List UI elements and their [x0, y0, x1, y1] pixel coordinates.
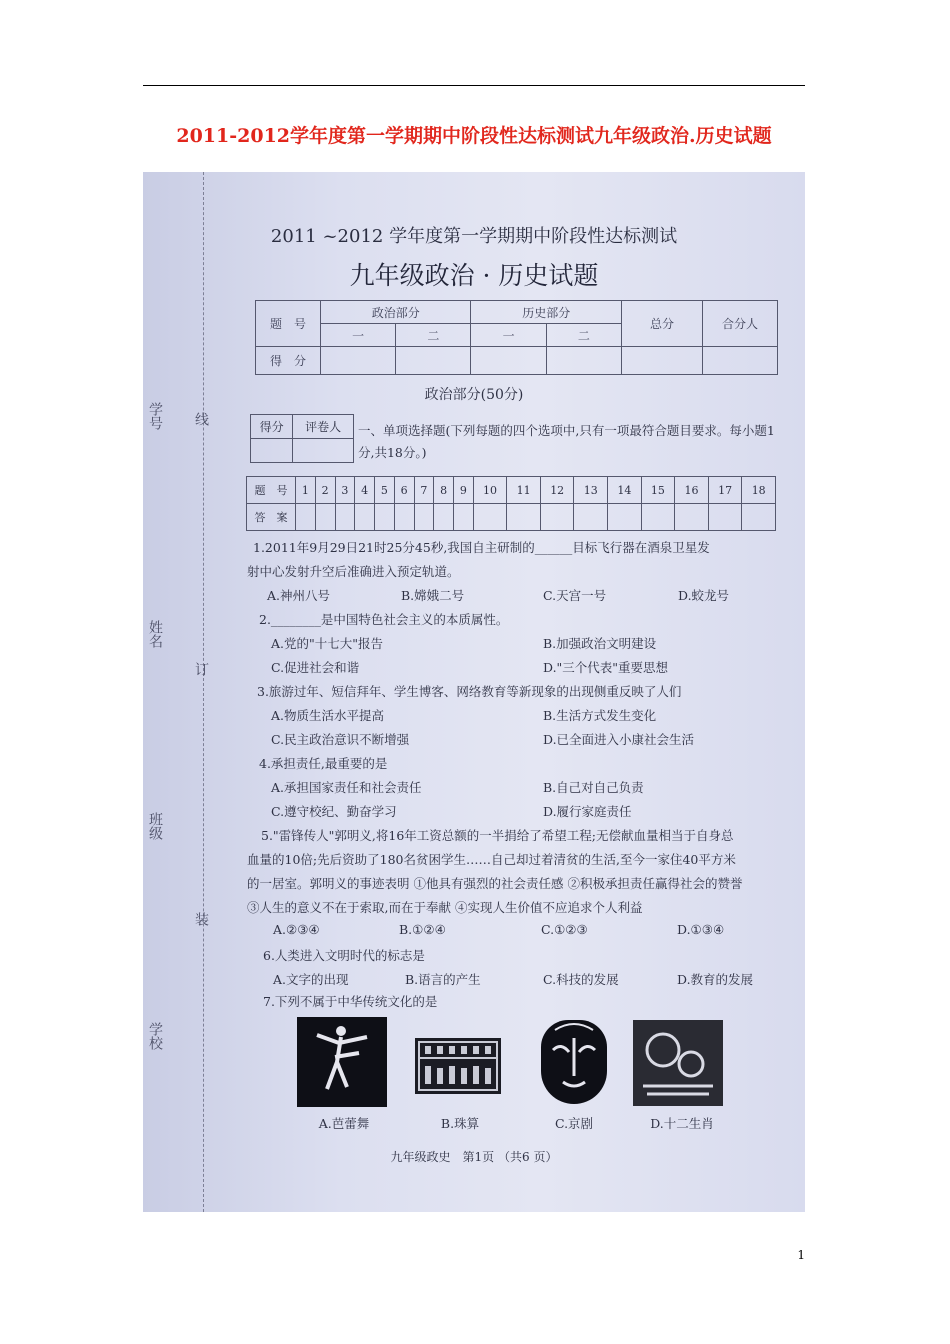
section-title: 政治部分(50分)	[424, 387, 524, 403]
answer-row-label-number: 题 号	[247, 477, 296, 504]
answer-number-cell: 8	[434, 477, 454, 504]
history-part-header: 历史部分	[471, 301, 622, 324]
answer-blank-cell	[454, 504, 474, 531]
answer-number-cell: 9	[454, 477, 474, 504]
answer-number-cell: 2	[315, 477, 335, 504]
score-cell	[396, 347, 471, 375]
binding-label-class: 班级	[147, 812, 163, 840]
answer-number-cell: 11	[507, 477, 541, 504]
q3-option-b: B.生活方式发生变化	[543, 708, 657, 723]
q3-option-a: A.物质生活水平提高	[271, 708, 385, 723]
answer-number-cell: 1	[296, 477, 316, 504]
history-col-one: 一	[471, 324, 546, 347]
q4-option-c: C.遵守校纪、勤奋学习	[271, 804, 397, 819]
q3-option-d: D.已全面进入小康社会生活	[543, 732, 695, 747]
q7-option-d: D.十二生肖	[650, 1116, 714, 1131]
q5-option-d: D.①③④	[677, 922, 725, 937]
answer-number-cell: 12	[540, 477, 574, 504]
answer-blank-cell	[394, 504, 414, 531]
binding-label-school: 学校	[147, 1022, 163, 1050]
score-cell	[321, 347, 396, 375]
answer-number-cell: 13	[574, 477, 608, 504]
q2-option-d: D."三个代表"重要思想	[543, 660, 669, 675]
binding-label-line: 线	[193, 412, 209, 426]
document-title: 2011-2012学年度第一学期期中阶段性达标测试九年级政治.历史试题	[176, 125, 772, 147]
politics-col-two: 二	[396, 324, 471, 347]
grader-name-cell	[293, 439, 354, 463]
q5-option-a: A.②③④	[273, 922, 320, 937]
q2-option-b: B.加强政治文明建设	[543, 636, 657, 651]
answer-blank-cell	[375, 504, 395, 531]
q7-option-c: C.京剧	[554, 1116, 594, 1131]
answer-blank-cell	[335, 504, 355, 531]
q7-option-a: A.芭蕾舞	[318, 1116, 370, 1131]
answer-blank-cell	[708, 504, 742, 531]
q1-option-a: A.神州八号	[267, 588, 331, 603]
instructions: 一、单项选择题(下列每题的四个选项中,只有一项最符合题目要求。每小题1分,共18分。)	[358, 423, 775, 460]
zodiac-image	[633, 1020, 723, 1106]
answer-blank-cell	[296, 504, 316, 531]
score-row-label-score: 得 分	[256, 347, 321, 375]
answer-number-cell: 17	[708, 477, 742, 504]
page-number: 1	[797, 1248, 805, 1262]
binding-label-seal: 装	[193, 912, 209, 926]
answer-number-cell: 6	[394, 477, 414, 504]
binding-label-student-id: 学号	[147, 402, 163, 430]
score-table	[255, 300, 778, 375]
score-cell	[546, 347, 621, 375]
q1-option-d: D.蛟龙号	[678, 588, 730, 603]
score-cell	[703, 347, 778, 375]
history-col-two: 二	[546, 324, 621, 347]
answer-blank-cell	[540, 504, 574, 531]
politics-col-one: 一	[321, 324, 396, 347]
score-row-label-number: 题 号	[256, 301, 321, 347]
binding-line	[203, 172, 205, 1212]
answer-number-cell: 10	[473, 477, 507, 504]
answer-number-cell: 16	[675, 477, 709, 504]
total-header: 总分	[622, 301, 703, 347]
q2-option-a: A.党的"十七大"报告	[271, 636, 383, 651]
scorer-header: 合分人	[703, 301, 778, 347]
q4-option-b: B.自己对自己负责	[543, 780, 644, 795]
answer-grid	[246, 476, 776, 531]
q2-option-c: C.促进社会和谐	[271, 660, 360, 675]
peking-opera-mask-image	[541, 1020, 607, 1104]
exam-page-footer: 九年级政史 第1页 （共6 页）	[390, 1150, 558, 1164]
q5-stem-line3: 的一居室。郭明义的事迹表明 ①他具有强烈的社会责任感 ②积极承担责任赢得社会的赞誉	[247, 876, 743, 891]
grader-name-label: 评卷人	[293, 415, 354, 439]
binding-label-name: 姓名	[147, 620, 163, 648]
answer-blank-cell	[742, 504, 776, 531]
header-rule	[143, 85, 805, 86]
abacus-image	[415, 1038, 501, 1094]
answer-blank-cell	[608, 504, 642, 531]
politics-part-header: 政治部分	[321, 301, 471, 324]
q4-stem: 4.承担责任,最重要的是	[259, 756, 388, 771]
grader-score-cell	[251, 439, 293, 463]
answer-number-cell: 3	[335, 477, 355, 504]
q5-stem-line4: ③人生的意义不在于索取,而在于奉献 ④实现人生价值不应追求个人利益	[247, 900, 643, 915]
answer-number-cell: 4	[355, 477, 375, 504]
q6-option-b: B.语言的产生	[405, 972, 481, 987]
q1-stem-line1: 1.2011年9月29日21时25分45秒,我国自主研制的______目标飞行器在酒泉卫星发	[253, 540, 710, 555]
answer-number-cell: 15	[641, 477, 675, 504]
answer-blank-cell	[414, 504, 434, 531]
answer-blank-cell	[355, 504, 375, 531]
answer-number-cell: 7	[414, 477, 434, 504]
exam-header-line1: 2011 ~2012 学年度第一学期期中阶段性达标测试	[270, 226, 678, 247]
q7-stem: 7.下列不属于中华传统文化的是	[263, 994, 438, 1009]
answer-row-label-answer: 答 案	[247, 504, 296, 531]
q6-stem: 6.人类进入文明时代的标志是	[263, 948, 425, 963]
answer-blank-cell	[641, 504, 675, 531]
q5-stem-line2: 血量的10倍;先后资助了180名贫困学生……自己却过着清贫的生活,至今一家住40平方米	[247, 852, 736, 867]
q5-stem-line1: 5."雷锋传人"郭明义,将16年工资总额的一半捐给了希望工程;无偿献血量相当于自身总	[261, 828, 734, 843]
answer-blank-cell	[574, 504, 608, 531]
answer-number-cell: 18	[742, 477, 776, 504]
exam-header-line2: 九年级政治 · 历史试题	[349, 261, 599, 290]
q1-option-c: C.天宫一号	[543, 588, 607, 603]
q2-stem: 2.________是中国特色社会主义的本质属性。	[259, 612, 509, 627]
q6-option-c: C.科技的发展	[543, 972, 619, 987]
answer-blank-cell	[675, 504, 709, 531]
score-cell	[471, 347, 546, 375]
q4-option-d: D.履行家庭责任	[543, 804, 632, 819]
answer-number-cell: 14	[608, 477, 642, 504]
q5-option-b: B.①②④	[399, 922, 446, 937]
q6-option-d: D.教育的发展	[677, 972, 754, 987]
q5-option-c: C.①②③	[541, 922, 588, 937]
score-cell	[622, 347, 703, 375]
exam-photo	[143, 172, 805, 1212]
q6-option-a: A.文字的出现	[273, 972, 349, 987]
q1-stem-line2: 射中心发射升空后准确进入预定轨道。	[247, 564, 460, 579]
answer-blank-cell	[315, 504, 335, 531]
grader-score-label: 得分	[251, 415, 293, 439]
q3-stem: 3.旅游过年、短信拜年、学生博客、网络教育等新现象的出现侧重反映了人们	[257, 684, 682, 699]
q3-option-c: C.民主政治意识不断增强	[271, 732, 410, 747]
binding-label-bind: 订	[193, 662, 209, 676]
q4-option-a: A.承担国家责任和社会责任	[271, 780, 422, 795]
q7-option-b: B.珠算	[440, 1116, 480, 1131]
q1-option-b: B.嫦娥二号	[401, 588, 465, 603]
answer-blank-cell	[473, 504, 507, 531]
answer-blank-cell	[434, 504, 454, 531]
answer-number-cell: 5	[375, 477, 395, 504]
answer-blank-cell	[507, 504, 541, 531]
grader-box	[250, 414, 354, 463]
ballet-image	[297, 1017, 387, 1107]
